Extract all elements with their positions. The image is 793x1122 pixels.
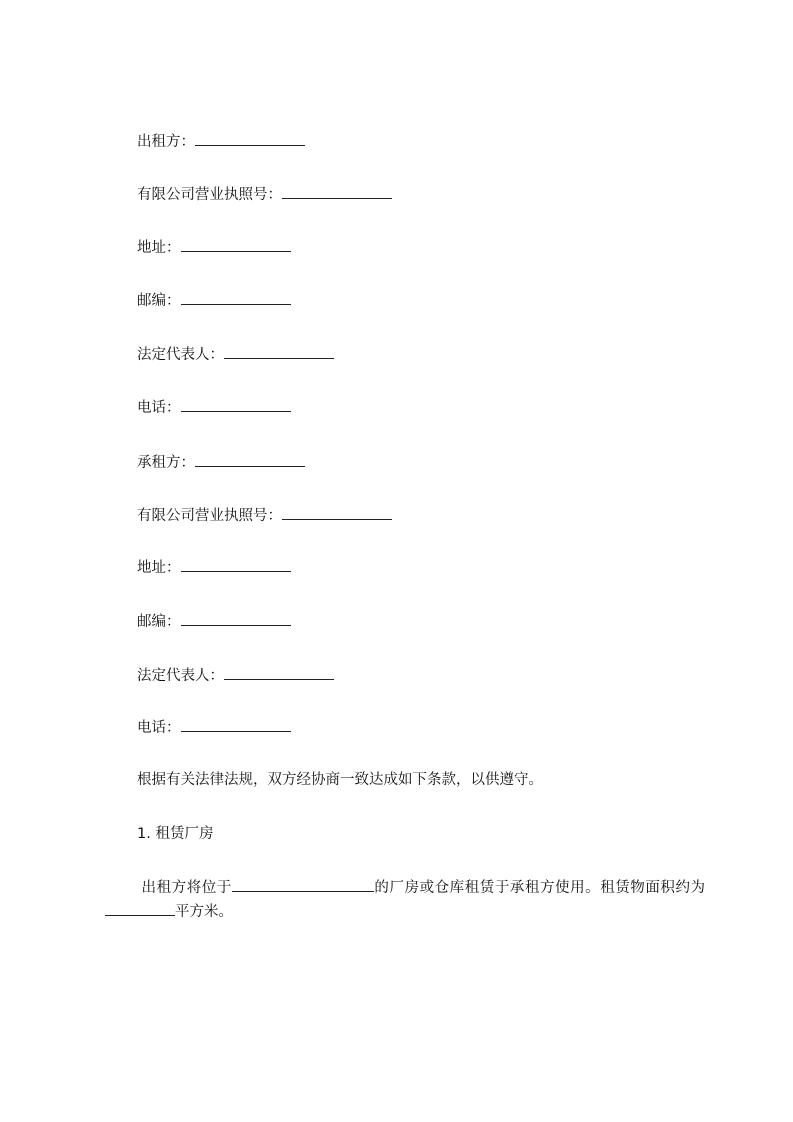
section-1-text-after: 平方米。: [175, 904, 233, 920]
lessee-rep-row: [137, 665, 334, 686]
lessor-address-blank: [181, 237, 291, 252]
preamble: 根据有关法律法规，双方经协商一致达成如下条款，以供遵守。: [137, 772, 543, 788]
lessee-address-label: 地址：: [137, 560, 181, 576]
lessor-postcode-blank: [181, 290, 291, 305]
lessor-license-label: 有限公司营业执照号：: [137, 187, 282, 203]
lessor-party-blank: [195, 131, 305, 146]
lessee-license-label: 有限公司营业执照号：: [137, 508, 282, 524]
lessee-postcode-blank: [181, 611, 291, 626]
lessee-party-label: 承租方：: [137, 455, 195, 471]
lessor-address-row: [137, 237, 291, 258]
section-1-text-before: 出租方将位于: [141, 880, 232, 896]
lessee-phone-row: [137, 717, 291, 738]
lessee-postcode-row: [137, 611, 291, 632]
lessor-phone-label: 电话：: [137, 400, 181, 416]
lessor-party-label: 出租方：: [137, 134, 195, 150]
lessee-rep-blank: [224, 665, 334, 680]
lessor-rep-blank: [224, 344, 334, 359]
lessor-address-label: 地址：: [137, 240, 181, 256]
lessee-postcode-label: 邮编：: [137, 614, 181, 630]
lessee-party-blank: [195, 452, 305, 467]
section-1-text-middle: 的厂房或仓库租赁于承租方使用。租赁物面积约为: [373, 880, 706, 896]
lessee-rep-label: 法定代表人：: [137, 668, 224, 684]
section-1-heading: 1. 租赁厂房: [137, 826, 214, 842]
lessor-license-row: [137, 184, 392, 205]
lessor-postcode-row: [137, 290, 291, 311]
lessee-phone-label: 电话：: [137, 720, 181, 736]
lessor-rep-row: [137, 344, 334, 365]
lessor-party-row: [137, 131, 305, 152]
lessor-license-blank: [282, 184, 392, 199]
location-blank: [232, 877, 374, 892]
lessee-license-blank: [282, 505, 392, 520]
section-1-body: [105, 876, 705, 924]
lessee-address-row: [137, 557, 291, 578]
lessee-party-row: [137, 452, 305, 473]
area-blank: [105, 901, 175, 916]
lessor-postcode-label: 邮编：: [137, 293, 181, 309]
lessee-license-row: [137, 505, 392, 526]
lessor-phone-row: [137, 397, 291, 418]
lessor-rep-label: 法定代表人：: [137, 347, 224, 363]
lessee-address-blank: [181, 557, 291, 572]
lessee-phone-blank: [181, 717, 291, 732]
lessor-phone-blank: [181, 397, 291, 412]
